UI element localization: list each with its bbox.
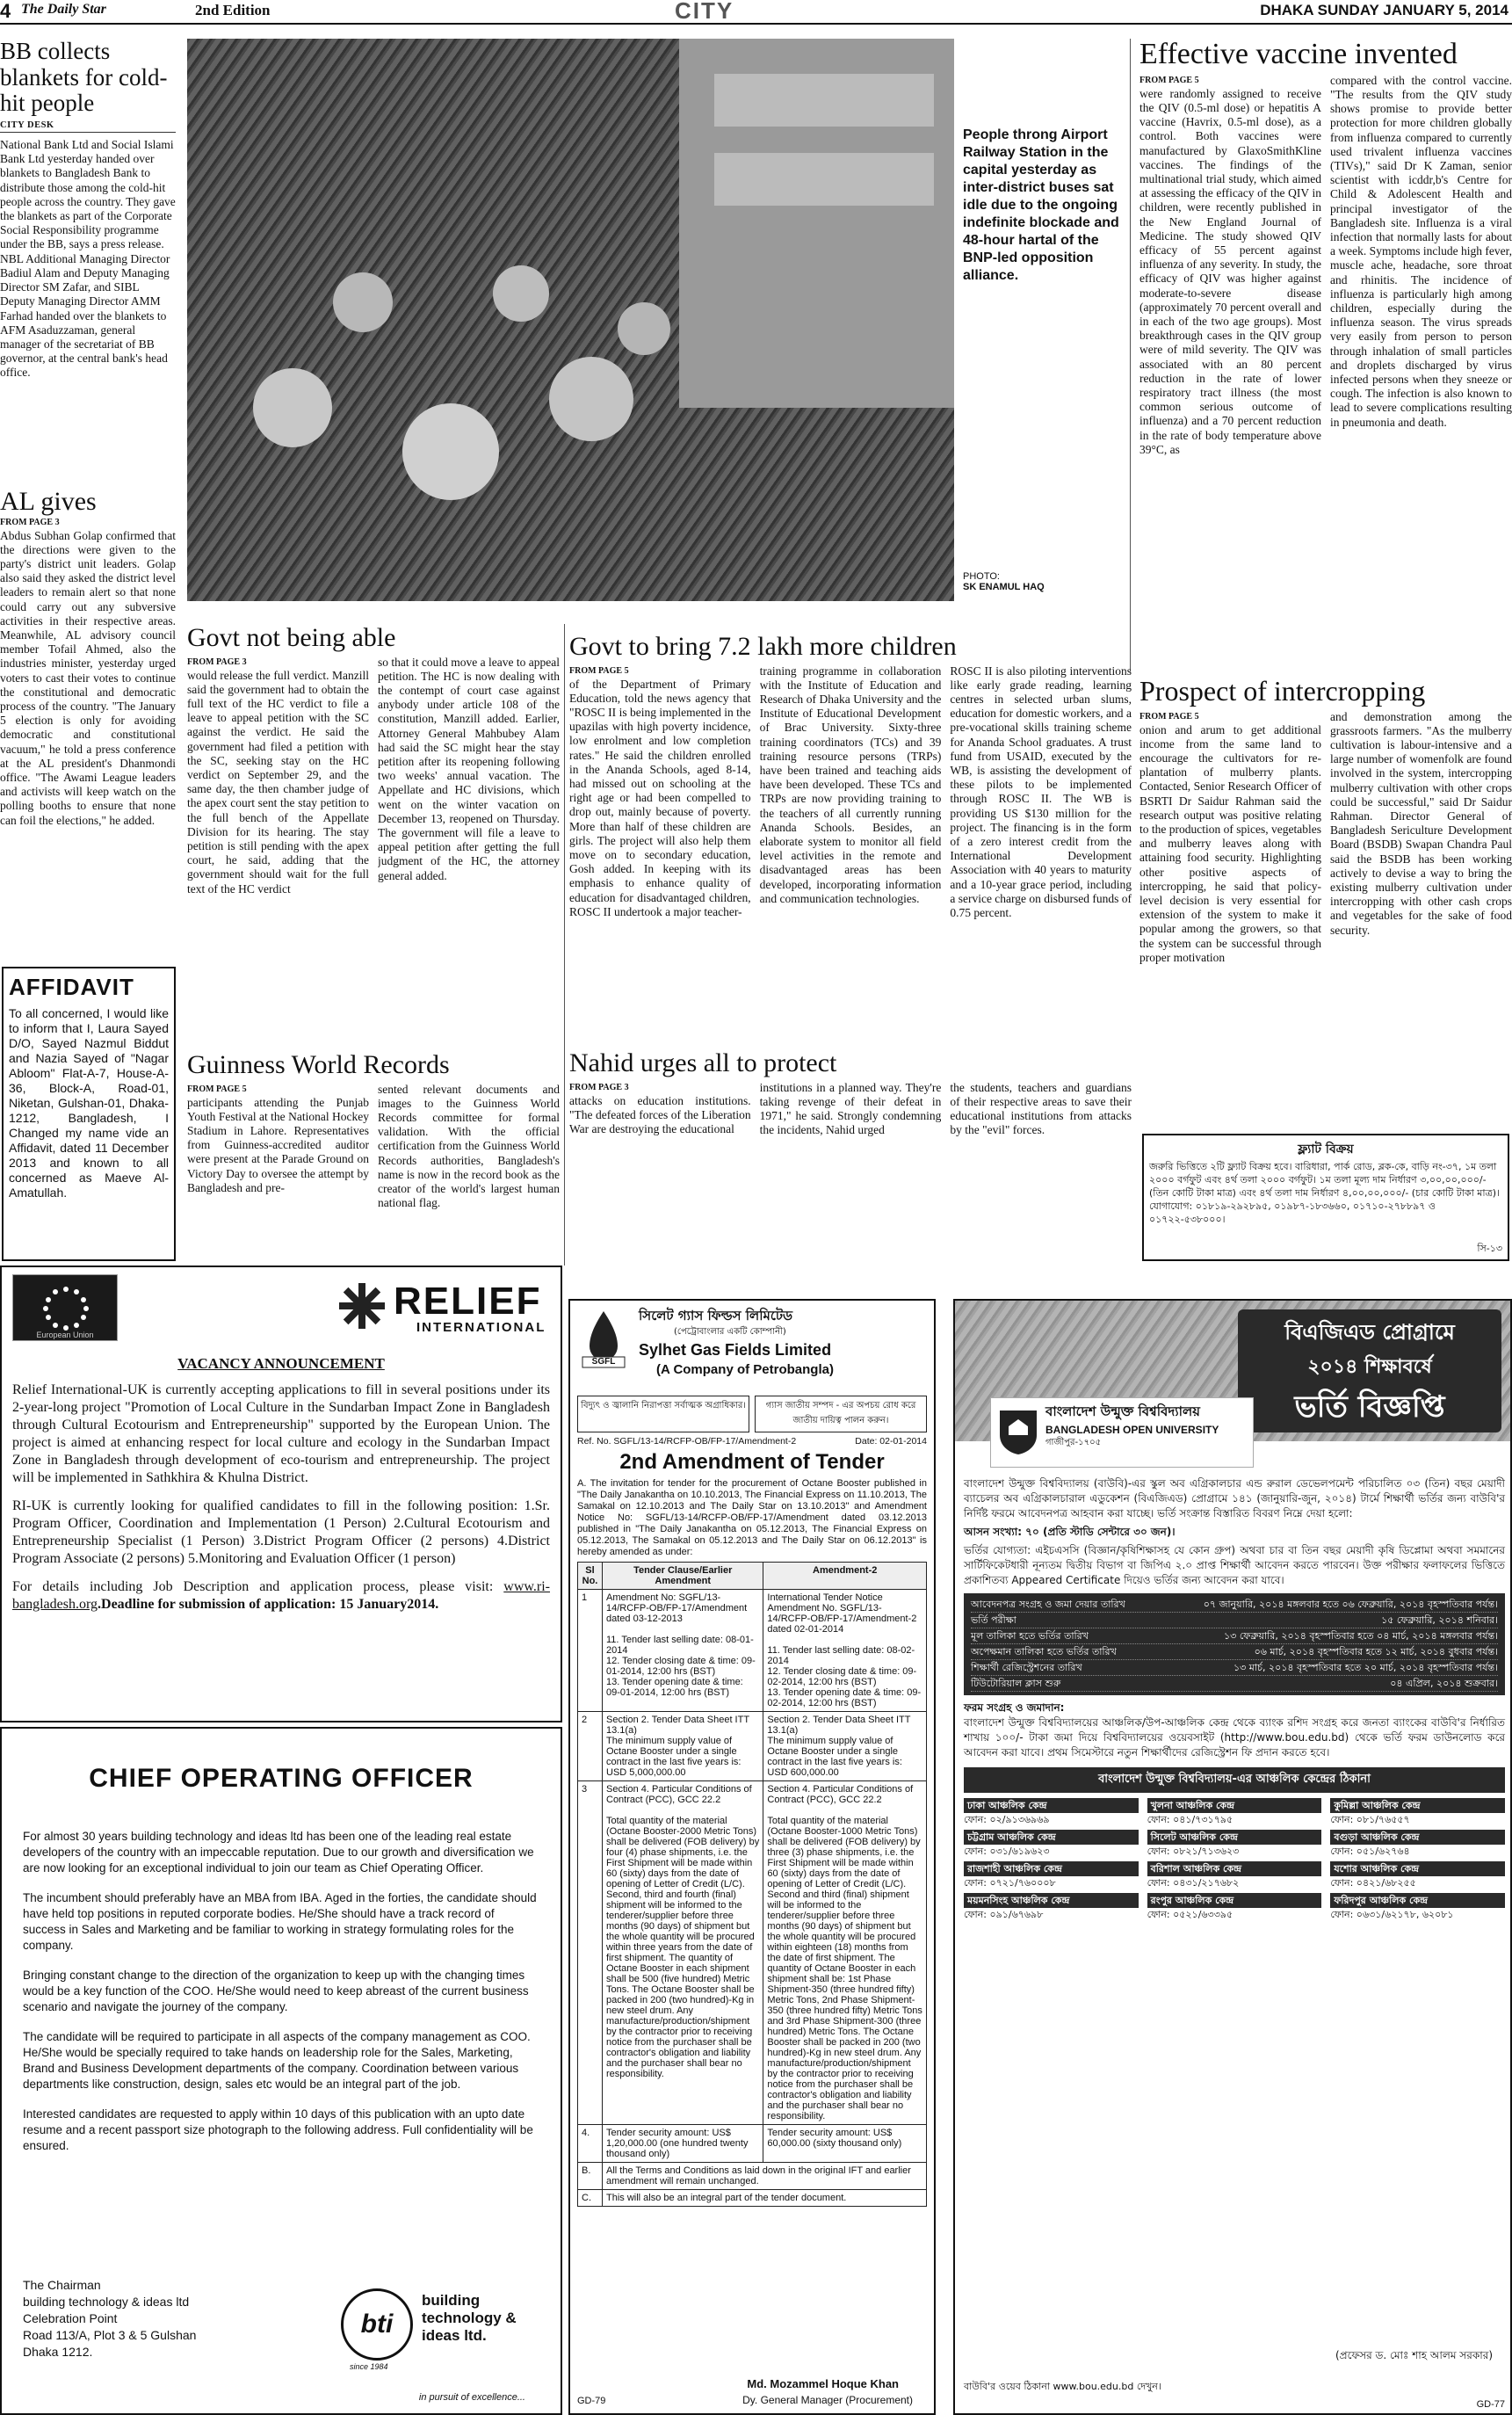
bou-eligibility: ভর্তির যোগ্যতা: এইচএসসি (বিজ্ঞান/কৃষিশিক্ষাসহ যে কোন গ্রুপ) অথবা চার বা তিন বছর মেয়াদী কৃষি ডিপ্লোমা অথবা সমমানের সার্টিফিকেটধারী নূন্যতম দ্বিতীয় বিভাগ বা জিপিএ ২.০ প্রাপ্ত শিক্ষার্থী আবেদন করতে পারবেন। উক্ত পরীক্ষার ফলাফলের ভিত্তিতে প্রকাশিতব্য Appeared Certificate দিয়েও ভর্তির জন্য আবেদন করা যাবে। xyxy=(964,1544,1505,1586)
center-phone: ফোন: ০৮১/৭৬৫৫৭ xyxy=(1330,1814,1410,1825)
sgfl-ref: Ref. No. SGFL/13-14/RCFP-OB/FP-17/Amendment-2 xyxy=(577,1436,797,1447)
bou-name-en: BANGLADESH OPEN UNIVERSITY xyxy=(1045,1424,1219,1436)
relief-para3 xyxy=(12,1578,550,1614)
vacancy-title: VACANCY ANNOUNCEMENT xyxy=(177,1355,385,1372)
byline: CITY DESK xyxy=(0,120,176,133)
page-number: 4 xyxy=(0,0,11,21)
story-intercropping xyxy=(1139,677,1512,1125)
headline: Govt not being able xyxy=(187,624,396,652)
date-value: ১৫ ফেব্রুয়ারি, ২০১৪ শনিবার। xyxy=(1381,1614,1498,1626)
story-body-col3: the students, teachers and guardians of their respective areas to save their educational institutions from attacks by the "evil" forces. xyxy=(950,1080,1132,1137)
relief-deadline: .Deadline for submission of application: 15 January2014. xyxy=(98,1597,439,1612)
sgfl-title: 2nd Amendment of Tender xyxy=(619,1450,885,1474)
relief-para3-prefix: For details including Job Description and application process, please visit: xyxy=(12,1579,494,1594)
bou-code: GD-77 xyxy=(1476,2399,1505,2410)
date-row xyxy=(971,1597,1498,1613)
headline: Nahid urges all to protect xyxy=(569,1049,837,1077)
regional-center xyxy=(964,1861,1139,1889)
story-vaccine xyxy=(1139,39,1512,671)
regional-center xyxy=(964,1893,1139,1921)
coo-title: CHIEF OPERATING OFFICER xyxy=(89,1764,474,1793)
center-phone: ফোন: ০৪১/৭৩১৭৯৫ xyxy=(1147,1814,1233,1825)
sgfl-slogan-right: গ্যাস জাতীয় সম্পদ - এর অপচয় রোধ করে জাতীয় দায়িত্ব পালন করুন। xyxy=(755,1396,927,1432)
affidavit-ad xyxy=(2,967,176,1261)
story-body-col1: onion and arum to get additional income from the same land to encourage the cultivators for re-plantation of mulberry plants. Contacted, Senior Research Officer of BSRTI Dr Saidur Rahman said the research output was positive relating to the production of spices, vegetables and mulberry leaves along with attaining food security. Highlighting other positive aspects of intercropping, he said that policy-level decision is very essential for extension of the system to make it popular among the growers, so that the system can be successful through proper motivation xyxy=(1139,722,1321,964)
table-cell: B. xyxy=(578,2163,603,2190)
table-header: Sl No. xyxy=(578,1563,603,1590)
bou-centers-grid xyxy=(964,1798,1505,1921)
table-cell: C. xyxy=(578,2190,603,2207)
photo-credit-name: SK ENAMUL HAQ xyxy=(963,582,1045,592)
table-cell: 2 xyxy=(578,1712,603,1781)
bou-form-title: ফরম সংগ্রহ ও জমাদান: xyxy=(964,1701,1065,1714)
date-row xyxy=(971,1660,1498,1676)
from-page: FROM PAGE 3 xyxy=(569,1082,629,1092)
bti-logo xyxy=(341,2281,534,2378)
eu-flag-label: European Union xyxy=(36,1331,94,1339)
headline: BB collects blankets for cold-hit people xyxy=(0,39,168,117)
eu-flag-icon xyxy=(12,1274,118,1341)
center-phone: ফোন: ০২/৯১৩৬৯৬৯ xyxy=(964,1814,1050,1825)
address-line: building technology & ideas ltd xyxy=(23,2295,190,2309)
coo-ad xyxy=(0,1727,562,2415)
sgfl-parent: (A Company of Petrobangla) xyxy=(656,1362,834,1377)
bou-name-bn: বাংলাদেশ উন্মুক্ত বিশ্ববিদ্যালয় xyxy=(1045,1403,1200,1419)
center-phone: ফোন: ০৭২১/৭৬০০০৮ xyxy=(964,1877,1056,1889)
regional-center xyxy=(1147,1861,1322,1889)
address-line: Road 113/A, Plot 3 & 5 Gulshan xyxy=(23,2328,197,2342)
date-row xyxy=(971,1676,1498,1692)
center-name: বরিশাল আঞ্চলিক কেন্দ্র xyxy=(1147,1861,1322,1876)
story-body: National Bank Ltd and Social Islami Bank Ltd yesterday handed over blankets to Bangladesh Bank to distribute those among the cold-hit people across the country. They gave the blankets as part of the Corporate Social Responsibility programme under the BB, says a press release. NBL Additional Managing Director Badiul Alam and Deputy Managing Director SM Zafar, and SIBL Deputy Managing Director AMM Farhad handed over the blankets to AFM Asaduzzaman, general manager of the secretariat of BB governor, at the central bank's head office. xyxy=(0,138,176,380)
sgfl-name-bn: সিলেট গ্যাস ফিল্ডস লিমিটেড xyxy=(639,1308,793,1324)
address-line: Dhaka 1212. xyxy=(23,2345,93,2359)
date-label: টিউটোরিয়াল ক্লাস শুরু xyxy=(971,1678,1061,1689)
sgfl-designation: Dy. General Manager (Procurement) xyxy=(742,2394,913,2406)
bou-centers-title: বাংলাদেশ উন্মুক্ত বিশ্ববিদ্যালয়-এর আঞ্চলিক কেন্দ্রের ঠিকানা xyxy=(964,1767,1505,1793)
flat-sale-code: সি-১৩ xyxy=(1477,1243,1502,1254)
table-cell: International Tender Notice Amendment No. SGFL/13-14/RCFP-OB/FP-17/Amendment-2 dated 02-01-2014 11. Tender last selling date: 08-02-2014 12. Tender closing date & time: 09-02-2014, 12:00 hrs (BST) 13. Tender opening date & time: 09-02-2014, 12:00 hrs (BST) xyxy=(763,1590,927,1712)
center-name: ময়মনসিংহ আঞ্চলিক কেন্দ্র xyxy=(964,1893,1139,1908)
table-row xyxy=(578,2190,927,2207)
story-govt-lakh xyxy=(569,633,1132,1055)
affidavit-title: AFFIDAVIT xyxy=(9,974,134,1000)
sgfl-logo-icon xyxy=(577,1308,630,1369)
table-cell: 4. xyxy=(578,2125,603,2163)
table-cell: Tender security amount: US$ 60,000.00 (sixty thousand only) xyxy=(763,2125,927,2163)
photo-caption xyxy=(963,127,1121,390)
table-cell: Section 4. Particular Conditions of Contract (PCC), GCC 22.2 Total quantity of the material (Octane Booster-2000 Metric Tons) shall be delivered (FOB delivery) by four (4) phase shipments, i.e. the First Shipment will be made within 60 (sixty) days from the date of opening of Letter of Credit (L/C). Second, third and fourth (final) shipment will be informed to the tenderer/supplier before three months (90 days) of shipment but the whole quantity will be procured within three years from the date of first shipment. The quantity of Octane Booster in each shipment shall be 500 (five hundred) Metric Tons. The Octane Booster shall be packed in 200 (two hundred)-Kg in new steel drum. Any manufacture/production/shipment by the contractor prior to receiving notice from the purchaser shall be contractor's obligation and liability and the purchaser shall bear no responsibility. xyxy=(603,1781,763,2125)
center-name: রাজশাহী আঞ্চলিক কেন্দ্র xyxy=(964,1861,1139,1876)
photo-credit xyxy=(963,571,1121,592)
flat-sale-title: ফ্ল্যাট বিক্রয় xyxy=(1298,1142,1354,1157)
column-divider xyxy=(564,624,565,1266)
flat-sale-body: জরুরি ভিত্তিতে ২টি ফ্ল্যাট বিক্রয় হবে। বারিধারা, পার্ক রোড, ব্লক-কে, বাড়ি নং-৩৭, ১ম তলা ২০০০ বর্গফুট এবং ৪র্থ তলা ২০০০ বর্গফুট। ১ম তলা মূল্য দাম নির্ধারণ ৩,০০,০০,০০০/- (তিন কোটি টাকা মাত্র) এবং ৪র্থ তলা দাম নির্ধারণ ৪,০০,০০,০০০/- (চার কোটি টাকা মাত্র)। যোগাযোগ: ০১৮১৯-২৯২৮৯৫, ০১৯৮৭-১৮৩৬৬০, ০১৭১০-২৭৮৮৯৭ ও ০১৭২২-৫৩৮০০০। xyxy=(1149,1161,1500,1225)
story-body-col1: of the Department of Primary Education, told the news agency that "ROSC II is being implemented in the upazilas with high poverty incidence, low enrolment and low completion rates." He said the children enrolled in the Ananda Schools, aged 8-14, had missed out on schooling at the right age or had been compelled to drop out, mainly because of poverty. More than half of these children are girls. The project will also help them move on to secondary education, Gosh added. In keeping with its emphasis to enhance quality of education for disadvantaged children, ROSC II undertook a major teacher- xyxy=(569,677,751,918)
banner-line3: ভর্তি বিজ্ঞপ্তি xyxy=(1294,1389,1445,1425)
date-value: ০৭ জানুয়ারি, ২০১৪ মঙ্গলবার হতে ০৬ ফেব্রুয়ারি, ২০১৪ বৃহস্পতিবার পর্যন্ত। xyxy=(1203,1599,1498,1610)
story-govt-able xyxy=(187,624,560,1037)
story-body-col2: compared with the control vaccine. "The results from the QIV study shows promise to provide better protection for more children globally from influenza compared to currently used trivalent influenza vaccines (TIVs)," said Dr K Zaman, senior scientist with icddr,b's Centre for Child & Adolescent Health and principal investigator of the Bangladesh site. Influenza is a viral infection that normally lasts for about a week. Symptoms include high fever, muscle ache, headache, sore throat and rhinitis. The incidence of influenza is particularly high among children, especially during the influenza season. The virus spreads very easily from person to person through inhalation of small particles and droplets discharged by virus infected persons when they sneeze or cough. The infection is also known to lead to severe complications resulting in pneumonia and death. xyxy=(1330,73,1512,429)
bou-crest-icon xyxy=(996,1407,1040,1456)
bti-logo-since: since 1984 xyxy=(350,2362,388,2371)
table-header: Amendment-2 xyxy=(763,1563,927,1590)
bou-admission-ad xyxy=(953,1299,1512,2415)
date-value: ০৪ এপ্রিল, ২০১৪ শুক্রবার। xyxy=(1390,1678,1498,1689)
sgfl-logo-text: SGFL xyxy=(591,1357,616,1367)
table-row xyxy=(578,2125,927,2163)
bou-dates-table xyxy=(964,1593,1505,1695)
story-body-col1: would release the full verdict. Manzill said the government had to obtain the full text of the HC verdict to file a leave to appeal petition with the SC against the verdict. He said the government had filed a petition with the SC, seeking stay on the HC verdict on September 29, and the same day, the then chamber judge of the apex court sent the stay petition to the full bench of the Appellate Division for its hearing. The stay petition is still pending with the apex court, he said, adding that the government should wait for the full text of the HC verdict xyxy=(187,668,369,896)
story-body-col2: training programme in collaboration with the Institute of Education and Research of Dhaka University and the Institute of Educational Development of Brac University. Sixty-three training coordinators (TCs) and 39 training resource persons (TRPs) have been trained and teaching aids have been developed. These TCs and TRPs are now providing training to the teachers of all currently running Ananda Schools. Besides, an elaborate system to monitor all field level activities in the remote and disadvantaged areas has been developed, incorporating information and communication technologies. xyxy=(759,664,942,905)
date-value: ০৬ মার্চ, ২০১৪ বৃহস্পতিবার হতে ১২ মার্চ, ২০১৪ বুধবার পর্যন্ত। xyxy=(1254,1646,1498,1657)
table-cell: Section 2. Tender Data Sheet ITT 13.1(a) The minimum supply value of Octane Booster under a single contract in the last five years is: USD 5,000,000.00 xyxy=(603,1712,763,1781)
story-body: Abdus Subhan Golap confirmed that the directions were given to the party's district unit leaders. Golap also said they asked the district level leaders to remain alert so that none could carry out any subversive activities in their respective areas. Meanwhile, AL advisory council member Tofail Ahmed, also the industries minister, yesterday urged voters to cast their votes to continue the constitutional and democratic process of the country. "The January 5 election is only for avoiding democratic and constitutional vacuum," he told a press conference at the AL president's Dhanmondi office. "The Awami League leaders and activists will keep watch on the polling booths to ensure that none can foil the elections," he added. xyxy=(0,528,176,827)
center-name: যশোর আঞ্চলিক কেন্দ্র xyxy=(1330,1861,1505,1876)
affidavit-body: To all concerned, I would like to inform that I, Laura Sayed D/O, Sayed Nazmul Biddut and Nazia Sayed of "Nagar Abloom" Flat-A-7, House-A-36, Block-A, Road-01, Niketan, Gulshan-01, Dhaka-1212, Bangladesh, I Changed my name vide an Affidavit, dated 11 December 2013 and known to all concerned as Maeve Al-Amatullah. xyxy=(9,1006,169,1200)
center-name: রংপুর আঞ্চলিক কেন্দ্র xyxy=(1147,1893,1322,1908)
center-phone: ফোন: ০৪২১/৬৮২৫৫ xyxy=(1330,1877,1416,1889)
story-body-col1: attacks on education institutions. "The defeated forces of the Liberation War are destroying the educational xyxy=(569,1093,751,1135)
page-header xyxy=(0,0,1512,21)
from-page: FROM PAGE 5 xyxy=(1139,711,1199,722)
coo-address xyxy=(23,2277,196,2361)
regional-center xyxy=(1330,1830,1505,1858)
edition-label: 2nd Edition xyxy=(195,2,271,18)
story-body-col1: participants attending the Punjab Youth Festival at the National Hockey Stadium in Lahore. Representatives from Guinness-accredited auditor were present at the Parade Ground on Victory Day to oversee the attempt by Bangladesh and pre- xyxy=(187,1095,369,1194)
regional-center xyxy=(1330,1861,1505,1889)
table-row xyxy=(578,2163,927,2190)
bou-signatory: (প্রফেসর ড. মোঃ শাহ আলম সরকার) xyxy=(1335,2349,1493,2361)
center-phone: ফোন: ০৪৩১/২১৭৬৮২ xyxy=(1147,1877,1240,1889)
crowd-photo-icon xyxy=(187,39,954,601)
regional-center xyxy=(1147,1830,1322,1858)
bou-banner xyxy=(1238,1309,1501,1432)
center-name: সিলেট আঞ্চলিক কেন্দ্র xyxy=(1147,1830,1322,1845)
banner-line2: ২০১৪ শিক্ষাবর্ষে xyxy=(1307,1356,1432,1378)
center-phone: ফোন: ০৩১/৬১৯৬২৩ xyxy=(964,1846,1050,1857)
date-label: অপেক্ষমান তালিকা হতে ভর্তির তারিখ xyxy=(971,1646,1117,1657)
date-value: ১৩ ফেব্রুয়ারি, ২০১৪ বৃহস্পতিবার হতে ০৪ মার্চ, ২০১৪ মঙ্গলবার পর্যন্ত। xyxy=(1224,1630,1498,1642)
table-row xyxy=(578,1590,927,1712)
coo-para3: Bringing constant change to the direction of the organization to keep up with the changing times would be a key function of the COO. He/She would need to keep abreast of the current business scenario and navigate the journey of the company. xyxy=(23,1969,529,2013)
from-page: FROM PAGE 5 xyxy=(187,1084,247,1094)
coo-para5: Interested candidates are requested to apply within 10 days of this publication with an upto date resume and a recent passport size photograph to the following address. Full confidentiality will be ensured. xyxy=(23,2107,533,2152)
table-cell: Tender security amount: US$ 1,20,000.00 (one hundred twenty thousand only) xyxy=(603,2125,763,2163)
table-cell: Section 4. Particular Conditions of Contract (PCC), GCC 22.2 Total quantity of the material (Octane Booster-1000 Metric Tons) shall be delivered (FOB delivery) by three (3) phase shipments, i.e. the First Shipment will be made within 60 (sixty) days from the date of opening of Letter of Credit (L/C). Second and third (final) shipment will be informed to the tenderer/supplier before three months (90 days) of shipment but the whole quantity will be procured within eighteen (18) months from the date of first shipment. The quantity of Octane Booster in each shipment shall be: 1st Phase Shipment-350 (three hundred fifty) Metric Tons, 2nd Phase Shipment-350 (three hundred fifty) Metric Tons and 3rd Phase Shipment-300 (three hundred) Metric Tons. The Octane Booster shall be packed in 200 (two hundred)-Kg in new steel drum. Any manufacture/production/shipment by the contractor prior to receiving notice from the purchaser shall be contractor's obligation and liability and the purchaser shall bear no responsibility. xyxy=(763,1781,927,2125)
regional-center xyxy=(964,1830,1139,1858)
relief-para1: Relief International-UK is currently accepting applications to fill in several positions under its 2-year-long project "Promotion of Local Culture in the Sundarban Impact Zone in Bangladesh through Cultural Ecotourism and Entrepreneurship" supported by the European Union. The project is aimed at enhancing respect for local culture and ecology in the Sundarban Impact Zone in Bangladesh through development of eco-tourism and entrepreneurship. The project will be implemented in Sathkhira & Khulna District. xyxy=(12,1382,550,1485)
coo-para4: The candidate will be required to participate in all aspects of the company management as COO. He/She would be specially required to take hands on leadership role for the Sales, Marketing, Brand and Business Development departments of the company. Coordination between various departments like construction, design, sales etc would be an integral part of the job. xyxy=(23,2030,531,2091)
date-label: মূল তালিকা হতে ভর্তির তারিখ xyxy=(971,1630,1089,1642)
relief-logo-sub: INTERNATIONAL xyxy=(416,1320,546,1335)
regional-center xyxy=(964,1798,1139,1826)
table-cell: All the Terms and Conditions as laid down in the original IFT and earlier amendment will remain unchanged. xyxy=(603,2163,927,2190)
story-body-col2: and demonstration among the grassroots farmers. "As the mulberry cultivation is labour-intensive and a large number of womenfolk are found involved in the system, intercropping mulberry cultivation with other crops could be successful," said Dr Saidur Rahman. Director General of Bangladesh Sericulture Development Board (BSDB) Swapan Chandra Paul said the BSDB has been working actively to devise a way to bring the existing mulberry cultivation under intercropping with other cash crops and vegetables for the sake of food security. xyxy=(1330,709,1512,937)
from-page: FROM PAGE 5 xyxy=(569,665,629,676)
from-page: FROM PAGE 3 xyxy=(0,517,60,527)
relief-para2: RI-UK is currently looking for qualified candidates to fill in the following position: 1.Sr. Program Officer, Coordination and Implementation (1 Person) 2.Cultural Ecotourism and Entrepreneurship Specialist (1 Person) 3.District Program Officer (2 persons) 4.District Program Associate (2 persons) 5.Monitoring and Evaluation Officer (1 person) xyxy=(12,1498,550,1566)
table-cell: Section 2. Tender Data Sheet ITT 13.1(a) The minimum supply value of Octane Booster under a single contract in the last five years is: USD 600,000.00 xyxy=(763,1712,927,1781)
story-al-gives xyxy=(0,488,176,954)
story-blankets xyxy=(0,39,176,496)
center-phone: ফোন: ০৯১/৬৭৬৯৮ xyxy=(964,1909,1044,1920)
from-page: FROM PAGE 5 xyxy=(1139,75,1199,85)
sgfl-sub-bn: (পেট্রোবাংলার একটি কোম্পানী) xyxy=(674,1327,786,1337)
bou-intro: বাংলাদেশ উন্মুক্ত বিশ্ববিদ্যালয় (বাউবি)-এর স্কুল অব এগ্রিকালচার এন্ড রুরাল ডেভেলপমেন্ট পরিচালিত ০৩ (তিন) বছর মেয়াদী ব্যাচেলর অব এগ্রিকালচারাল এডুকেশন (বিএজিএড) প্রোগ্রামে ১৪১ (জানুয়ারি-জুন, ২০১৪) টার্মে শিক্ষার্থী ভর্তির জন্য বাউবি'র নির্দিষ্ট ফরমে আবেদনপত্র আহবান করা যাচ্ছে। ভর্তি সংক্রান্ত বিস্তারিত বিবরণ নিম্নে দেয়া হলো: xyxy=(964,1477,1506,1519)
bou-form-body: বাংলাদেশ উন্মুক্ত বিশ্ববিদ্যালয়ের আঞ্চলিক/উপ-আঞ্চলিক কেন্দ্র থেকে ব্যাংক রশিদ সংগ্রহ করে জনতা ব্যাংকের বাউবি'র নির্ধারিত শাখায় ১০০/- টাকা জমা দিয়ে বিশ্ববিদ্যালয়ের ওয়েবসাইট (http://www.bou.edu.bd) থেকে ভর্তি ফরম ডাউনলোড করে আবেদন করা যাবে। প্রথম সিমেস্টারে নতুন শিক্ষার্থীদের রেজিস্ট্রেশন ফি প্রদান করতে হবে। xyxy=(964,1716,1505,1759)
news-photo xyxy=(187,39,954,601)
bou-footer: বাউবি'র ওয়েব ঠিকানা www.bou.edu.bd দেখুন। xyxy=(964,2381,1161,2392)
column-divider xyxy=(1130,39,1131,671)
dateline: DHAKA SUNDAY JANUARY 5, 2014 xyxy=(1260,2,1508,18)
table-header: Tender Clause/Earlier Amendment xyxy=(603,1563,763,1590)
center-phone: ফোন: ০৬৩১/৬২১৭৮, ৬২০৮১ xyxy=(1330,1909,1454,1920)
date-row xyxy=(971,1613,1498,1628)
banner-line1: বিএজিএড প্রোগ্রামে xyxy=(1284,1320,1455,1345)
bou-location: গাজীপুর-১৭০৫ xyxy=(1045,1438,1102,1447)
from-page: FROM PAGE 3 xyxy=(187,656,247,667)
table-cell: 1 xyxy=(578,1590,603,1712)
sgfl-signatory: Md. Mozammel Hoque Khan xyxy=(747,2377,899,2390)
sgfl-date: Date: 02-01-2014 xyxy=(855,1436,927,1447)
bou-logo-block xyxy=(990,1397,1254,1468)
date-label: শিক্ষার্থী রেজিস্ট্রেশনের তারিখ xyxy=(971,1662,1082,1673)
regional-center xyxy=(1330,1798,1505,1826)
headline: Govt to bring 7.2 lakh more children xyxy=(569,633,957,661)
regional-center xyxy=(1330,1893,1505,1921)
story-guinness xyxy=(187,1051,560,1266)
section-title: CITY xyxy=(675,0,734,21)
address-line: The Chairman xyxy=(23,2278,101,2292)
date-value: ১৩ মার্চ, ২০১৪ বৃহস্পতিবার হতে ২০ মার্চ, ২০১৪ বৃহস্পতিবার পর্যন্ত। xyxy=(1233,1662,1498,1673)
table-row xyxy=(578,1712,927,1781)
headline: Effective vaccine invented xyxy=(1139,39,1458,70)
table-cell: 3 xyxy=(578,1781,603,2125)
headline: Prospect of intercropping xyxy=(1139,677,1426,707)
relief-logo-text: RELIEF xyxy=(394,1280,542,1323)
flat-sale-ad xyxy=(1142,1134,1509,1261)
sgfl-code: GD-79 xyxy=(577,2396,606,2406)
bou-seats: আসন সংখ্যা: ৭০ (প্রতি স্টাডি সেন্টারে ৩০ জন)। xyxy=(964,1526,1176,1538)
table-cell: Amendment No: SGFL/13-14/RCFP-OB/FP-17/Amendment dated 03-12-2013 11. Tender last selling date: 08-01-2014 12. Tender closing date & time: 09-01-2014, 12:00 hrs (BST) 13. Tender opening date & time: 09-01-2014, 12:00 hrs (BST) xyxy=(603,1590,763,1712)
date-row xyxy=(971,1644,1498,1660)
center-name: কুমিল্লা আঞ্চলিক কেন্দ্র xyxy=(1330,1798,1505,1813)
table-cell: This will also be an integral part of the tender document. xyxy=(603,2190,927,2207)
bti-tagline: in pursuit of excellence... xyxy=(418,2392,525,2403)
headline: AL gives xyxy=(0,488,97,516)
photo-credit-label: PHOTO: xyxy=(963,571,1000,582)
center-name: বগুড়া আঞ্চলিক কেন্দ্র xyxy=(1330,1830,1505,1845)
center-name: ফরিদপুর আঞ্চলিক কেন্দ্র xyxy=(1330,1893,1505,1908)
coo-para1: For almost 30 years building technology and ideas ltd has been one of the leading real estate developers of the country with an impeccable reputation. Due to our growth and diversification we are now looking for an exceptional individual to join our team as Chief Operating Officer. xyxy=(23,1830,534,1875)
address-line: Celebration Point xyxy=(23,2311,118,2325)
center-name: খুলনা আঞ্চলিক কেন্দ্র xyxy=(1147,1798,1322,1813)
sgfl-tender-ad xyxy=(568,1299,936,2415)
story-body-col2: sented relevant documents and images to the Guinness World Records committee for formal validation. With the official certification from the Guinness World Records authorities, Bangladesh's name is now in the record book as the creator of the world's largest human national flag. xyxy=(378,1082,560,1210)
center-phone: ফোন: ০৫১/৬২৭৬৪ xyxy=(1330,1846,1410,1857)
center-phone: ফোন: ০৮২১/৭১৩৬২৩ xyxy=(1147,1846,1240,1857)
amendment-table xyxy=(577,1562,927,2207)
caption-text: People throng Airport Railway Station in the capital yesterday as inter-district buses sat idle due to the ongoing indefinite blockade and 48-hour hartal of the BNP-led opposition alliance. xyxy=(963,127,1119,283)
story-body-col1: were randomly assigned to receive the QIV (0.5-ml dose) or hepatitis A vaccine (Havrix, 0.5-ml dose), as a control. Both vaccines were manufactured by GlaxoSmithKline vaccines. The findings of the multinational trial study, which aimed at assessing the efficacy of the QIV in children, were recently published in the New England Journal of Medicine. The study showed QIV efficacy of 55 percent against influenza of any severity. In study, the efficacy of QIV was higher against moderate-to-severe disease (approximately 70 percent overall and in each of the two age groups). Most breakthrough cases in the QIV group were of mild severity. The QIV was associated with an 80 percent reduction in the rate of lower respiratory tract illness (the most common serious outcome of influenza) and a 70 percent reduction in the rate of body temperature above 39°C, as xyxy=(1139,86,1321,456)
date-label: আবেদনপত্র সংগ্রহ ও জমা দেয়ার তারিখ xyxy=(971,1599,1125,1610)
regional-center xyxy=(1147,1893,1322,1921)
center-name: ঢাকা আঞ্চলিক কেন্দ্র xyxy=(964,1798,1139,1813)
story-nahid xyxy=(569,1049,1132,1269)
header-rule xyxy=(0,23,1512,25)
regional-center xyxy=(1147,1798,1322,1826)
sgfl-name-en: Sylhet Gas Fields Limited xyxy=(639,1341,832,1359)
date-row xyxy=(971,1628,1498,1644)
story-body-col2: so that it could move a leave to appeal petition. The HC is now dealing with the contempt of court case against anybody under article 108 of the constitution, Manzill added. Earlier, Attorney General Mahbubey Alam had said the SC might hear the stay petition after its reopening following two weeks' annual vacation. The Appellate and HC divisions, which went on the winter vacation on December 13, reopened on Thursday. The government will file a leave to appeal petition after getting the full judgment of the HC, the attorney general added. xyxy=(378,655,560,882)
center-phone: ফোন: ০৫২১/৬৩৩৯৫ xyxy=(1147,1909,1233,1920)
masthead: The Daily Star xyxy=(21,2,106,17)
sgfl-slogan-left: বিদ্যুৎ ও জ্বালানি নিরাপত্তা সর্বাত্মক অগ্রাধিকার। xyxy=(577,1396,749,1432)
relief-star-icon xyxy=(336,1280,388,1332)
bti-logo-text: building technology & ideas ltd. xyxy=(422,2292,517,2344)
relief-international-ad xyxy=(0,1266,562,1722)
center-name: চট্টগ্রাম আঞ্চলিক কেন্দ্র xyxy=(964,1830,1139,1845)
story-body-col3: ROSC II is also piloting interventions like early grade reading, learning centres in selected urban slums, education for domestic workers, and a pre-vocational skills training scheme for Ananda School graduates. A trust fund from USAID, executed by the WB, is assisting the development of these pilots to be implemented through ROSC II. The WB is providing US $130 million for the project. The financing is in the form of a zero interest credit from the International Development Association with 40 years to maturity and a 10-year grace period, including a service charge on disbursed funds of 0.75 percent. xyxy=(950,664,1132,919)
relief-logo xyxy=(336,1274,546,1341)
story-body-col2: institutions in a planned way. They're taking revenge of their defeat in 1971," he said. Strongly condemning the incidents, Nahid urged xyxy=(759,1080,942,1137)
headline: Guinness World Records xyxy=(187,1051,450,1079)
relief-website-link[interactable]: www.ri-bangladesh.org xyxy=(12,1579,550,1612)
sgfl-intro: A. The invitation for tender for the procurement of Octane Booster published in "The Daily Janakantha on 10.10.2013, The Financial Express on 11.10.2013, The Samakal on 12.10.2013 and The Daily Star on 13.10.2013" and Amendment Notice No: SGFL/13-14/RCFP-OB/FP-17/Amendment dated 03.12.2013 published in "The Daily Janakantha on 05.12.2013, The Financial Express on 05.12.2013, The Samakal on 05.12.2013 and The Daily Star on 06.12.2013" is hereby amended as under: xyxy=(577,1478,927,1557)
table-row xyxy=(578,1781,927,2125)
bti-logo-mark: bti xyxy=(341,2288,413,2361)
date-label: ভর্তি পরীক্ষা xyxy=(971,1614,1016,1626)
coo-para2: The incumbent should preferably have an MBA from IBA. Aged in the forties, the candidate should have held top positions in reputed corporate bodies. He/She should have a track record of success in Sales and Marketing and be familiar to working in strategy formulating roles for the company. xyxy=(23,1891,537,1952)
